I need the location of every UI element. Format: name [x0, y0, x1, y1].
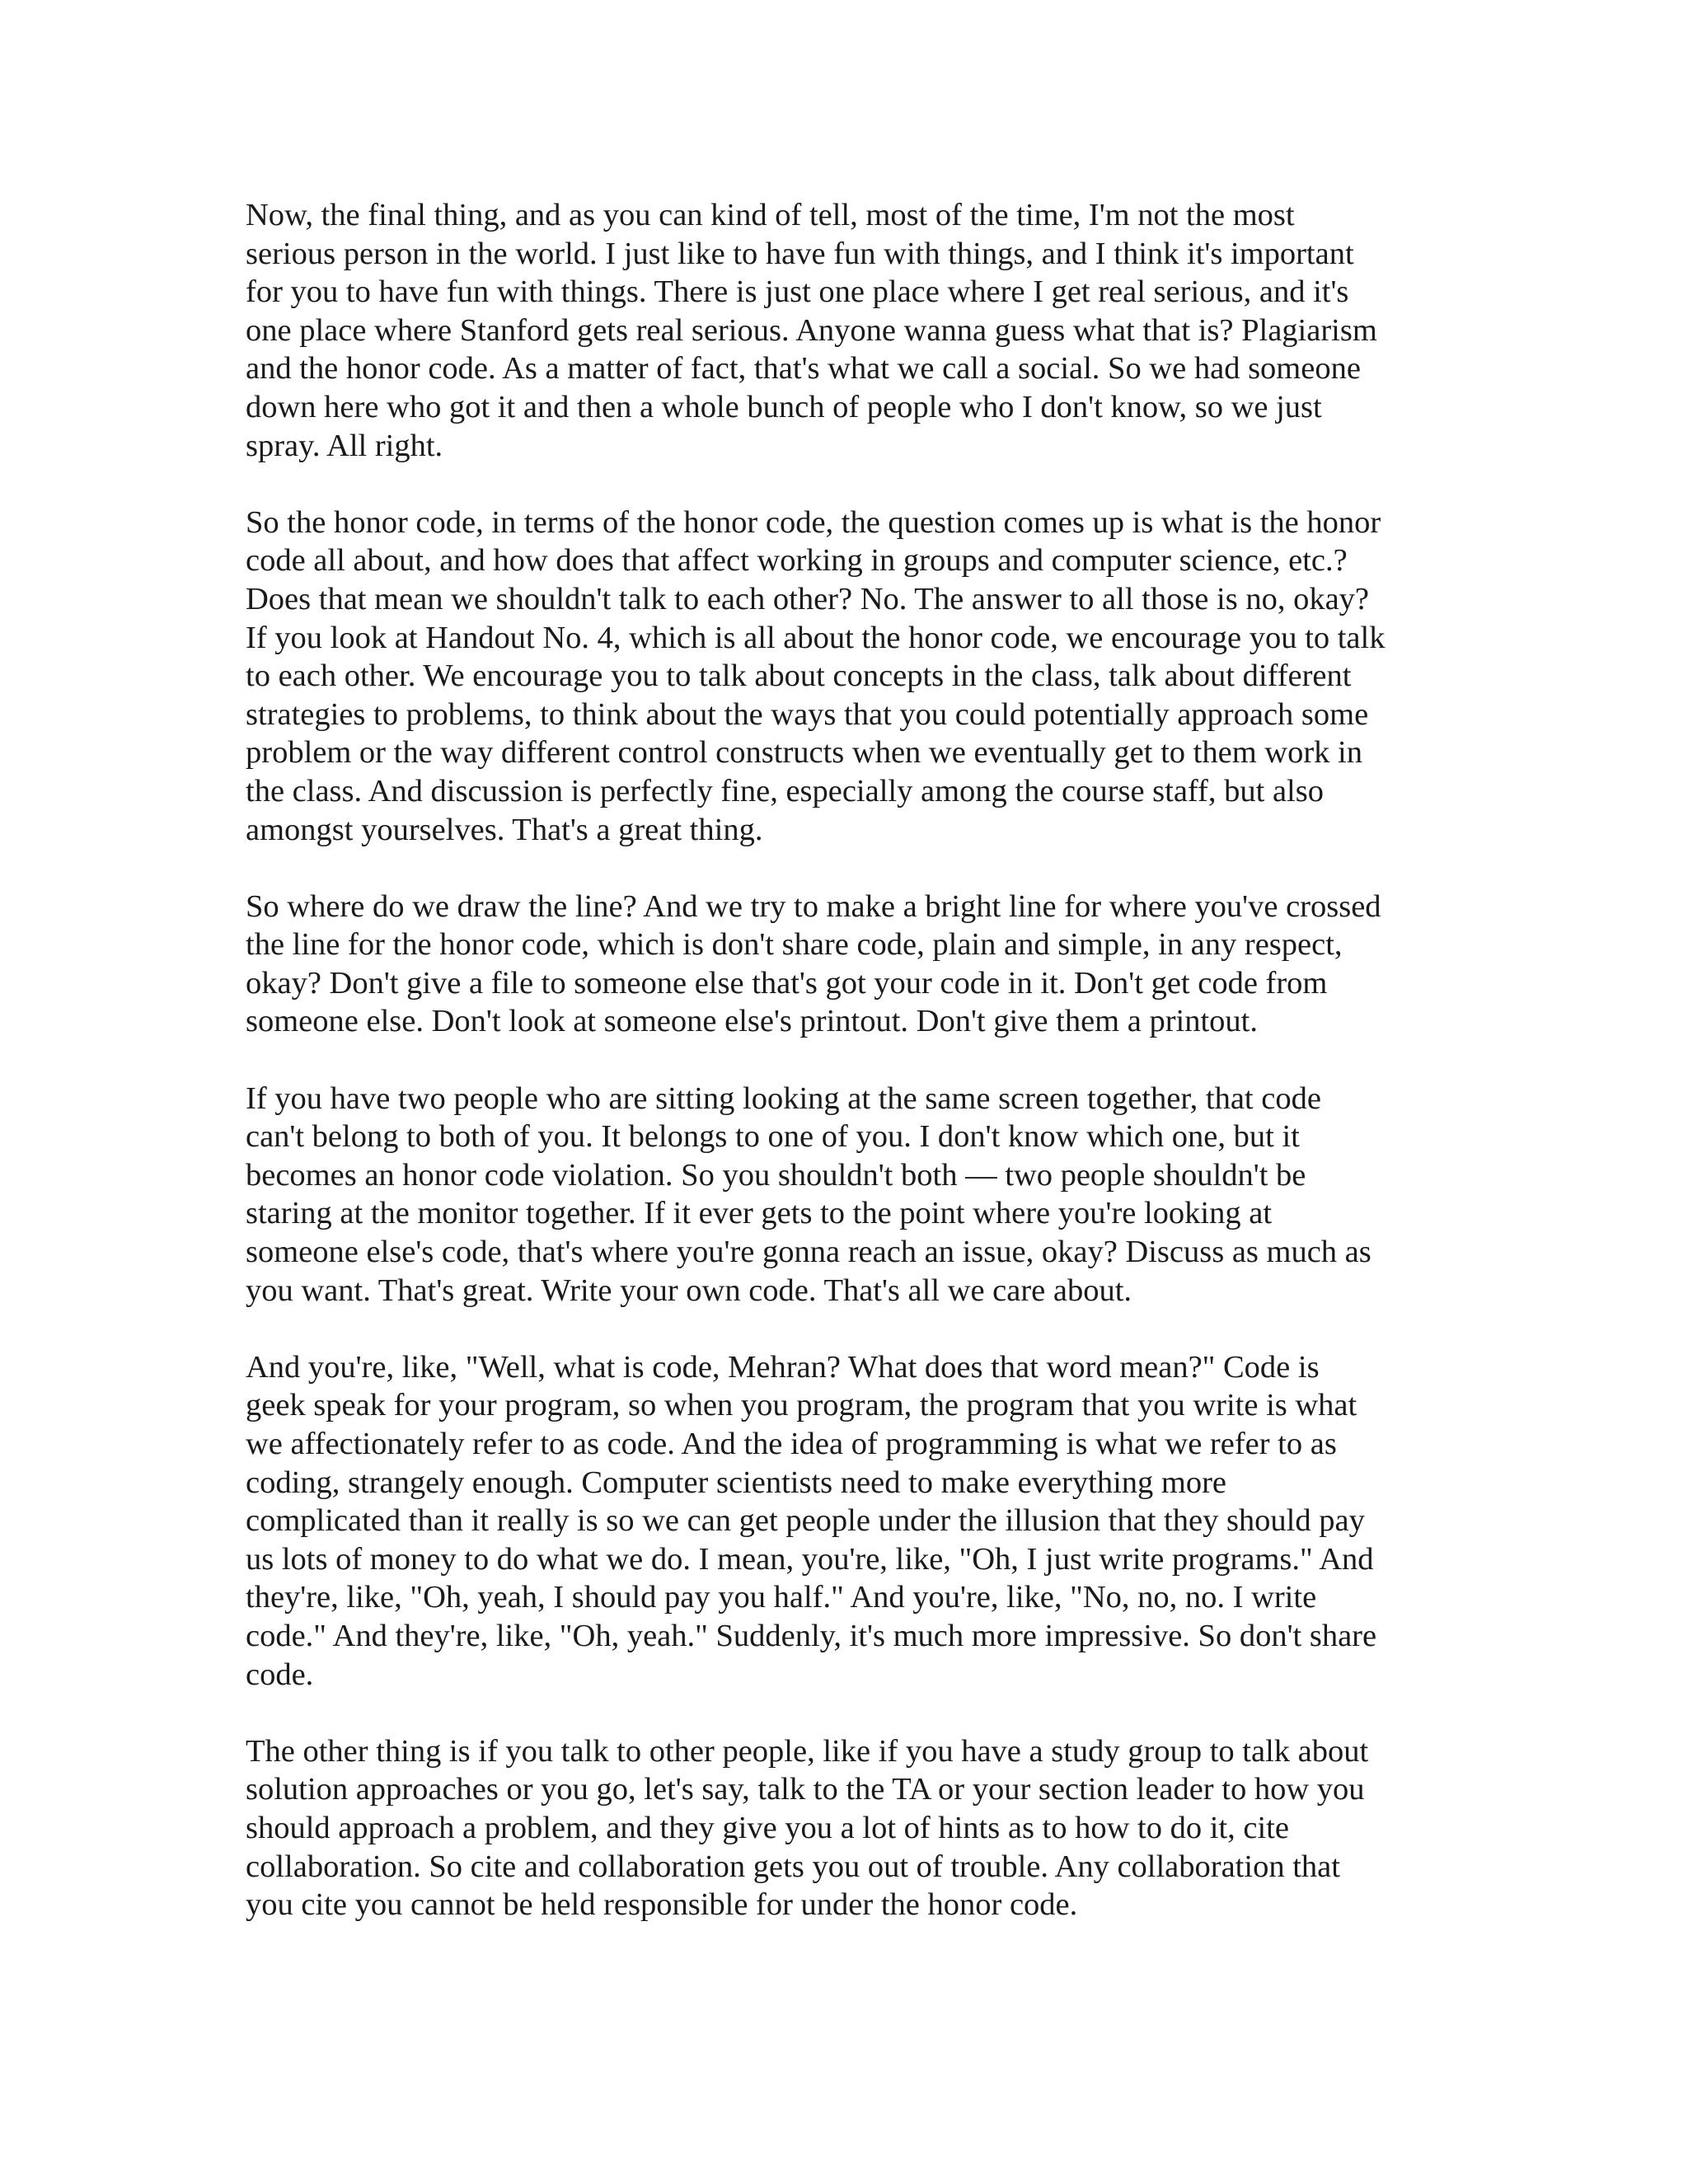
paragraph-draw-the-line: So where do we draw the line? And we try to make a bright line for where you've crossed the line for the honor code, which is don't share code, plain and simple, in any respect, okay? Don't give a file to someone else that's got your code in it. Don't get code from someone else. Don't look at someone else's printout. Don't give them a printout.: [246, 888, 1381, 1039]
paragraph-cite-collaboration: The other thing is if you talk to other people, like if you have a study group to talk about solution approaches or you go, let's say, talk to the TA or your section leader to how you should approach a problem, and they give you a lot of hints as to how to do it, cite collaboration. So cite and collaboration gets you out of trouble. Any collaboration that you cite you cannot be held responsible for under the honor code.: [246, 1733, 1369, 1923]
paragraph-talking-to-each-other: So the honor code, in terms of the honor code, the question comes up is what is the honor code all about, and how does that affect working in groups and computer science, etc.? Does that mean we shouldn't talk to each other? No. The answer to all those is no, okay? If you look at Handout No. 4, which is all about the honor code, we encourage you to talk to each other. We encourage you to talk about concepts in the class, talk about different strategies to problems, to think about the ways that you could potentially approach some problem or the way different control constructs when we eventually get to them work in the class. And discussion is perfectly fine, especially among the course staff, but also amongst yourselves. That's a great thing.: [246, 504, 1386, 847]
paragraph-what-is-code: And you're, like, "Well, what is code, Mehran? What does that word mean?" Code is geek speak for your program, so when you program, the program that you write is what we affectionately refer to as code. And the idea of programming is what we refer to as coding, strangely enough. Computer scientists need to make everything more complicated than it really is so we can get people under the illusion that they should pay us lots of money to do what we do. I mean, you're, like, "Oh, I just write programs." And they're, like, "Oh, yeah, I should pay you half." And you're, like, "No, no, no. I write code." And they're, like, "Oh, yeah." Suddenly, it's much more impressive. So don't share code.: [246, 1349, 1377, 1692]
paragraph-fun-and-honor-code: Now, the final thing, and as you can kind of tell, most of the time, I'm not the most serious person in the world. I just like to have fun with things, and I think it's important for you to have fun with things. There is just one place where I get real serious, and it's one place where Stanford gets real serious. Anyone wanna guess what that is? Plagiarism and the honor code. As a matter of fact, that's what we call a social. So we had someone down here who got it and then a whole bunch of people who I don't know, so we just spray. All right.: [246, 198, 1377, 463]
paragraph-same-screen: If you have two people who are sitting looking at the same screen together, that code can't belong to both of you. It belongs to one of you. I don't know which one, but it becomes an honor code violation. So you shouldn't both — two people shouldn't be staring at the monitor together. If it ever gets to the point where you're looking at someone else's code, that's where you're gonna reach an issue, okay? Discuss as much as you want. That's great. Write your own code. That's all we care about.: [246, 1080, 1372, 1308]
document-body: [246, 196, 1449, 1924]
